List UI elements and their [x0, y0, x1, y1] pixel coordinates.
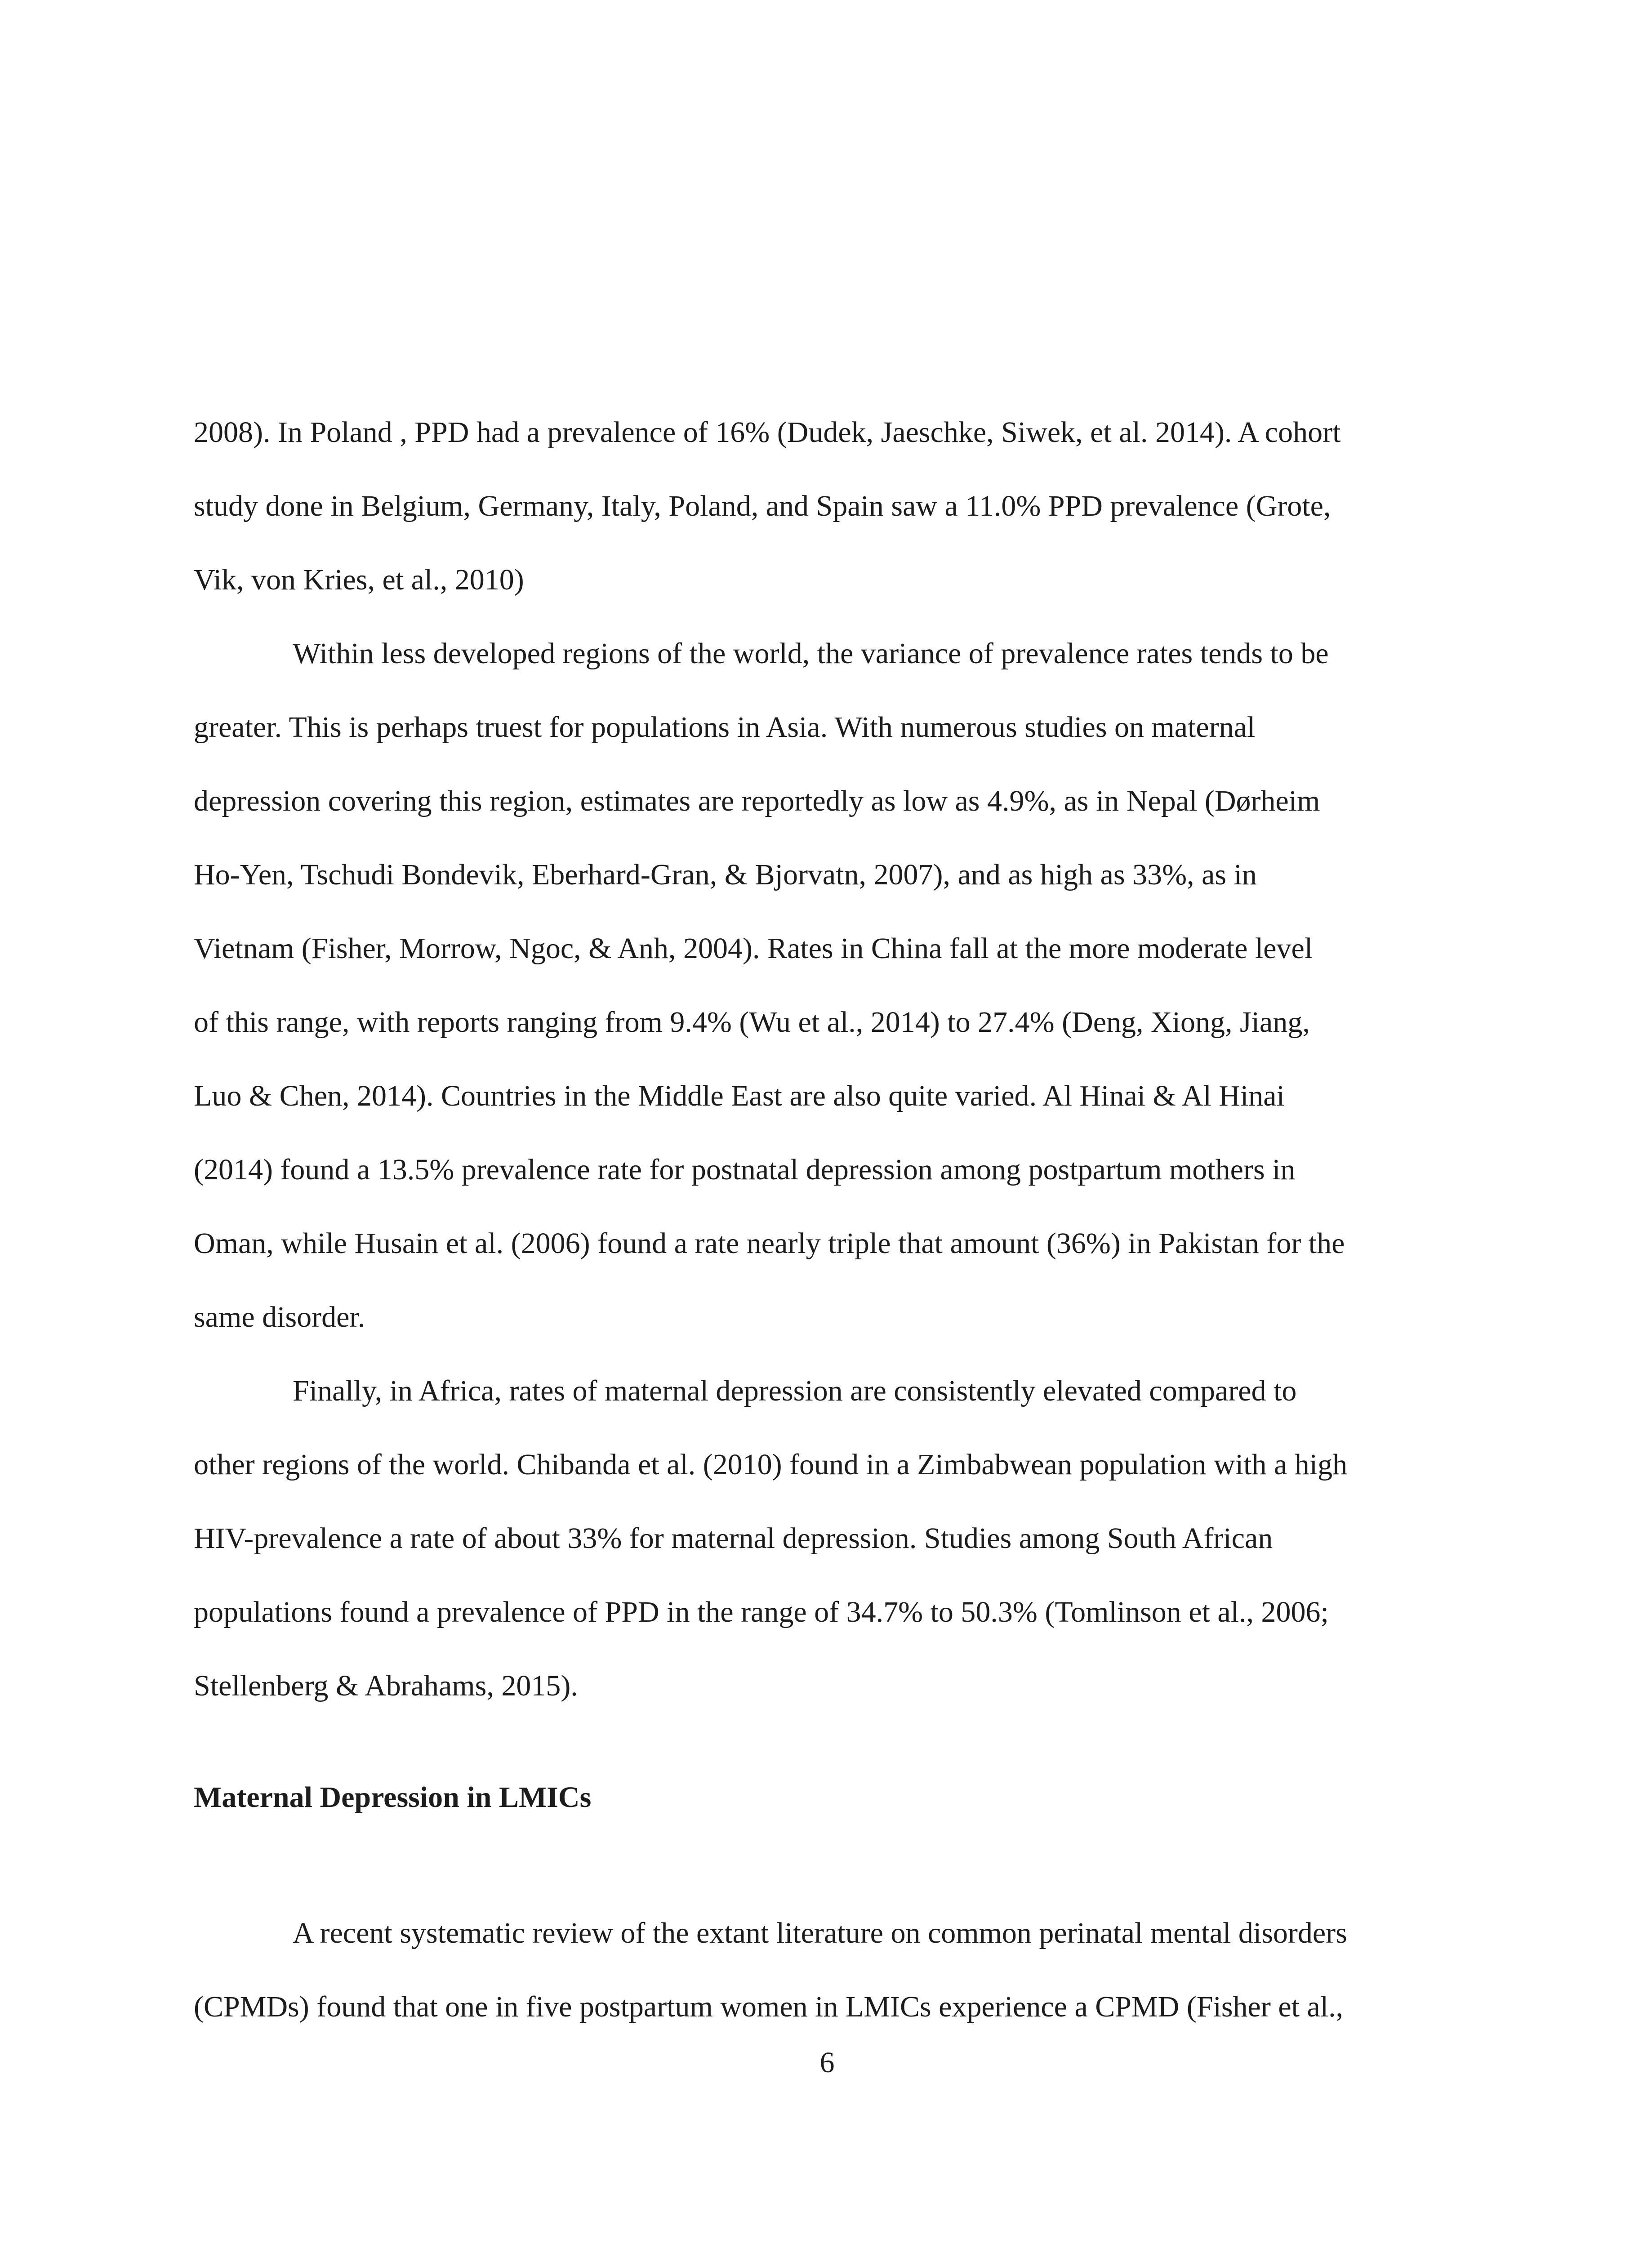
text-line: study done in Belgium, Germany, Italy, Poland, and Spain saw a 11.0% PPD prevalence (Grote,: [194, 490, 1331, 522]
text-line: greater. This is perhaps truest for populations in Asia. With numerous studies on maternal: [194, 711, 1256, 744]
text-line-paragraph-start: Within less developed regions of the world, the variance of prevalence rates tends to be: [293, 637, 1329, 670]
text-line: depression covering this region, estimates are reportedly as low as 4.9%, as in Nepal (Dørheim: [194, 785, 1320, 817]
text-line: populations found a prevalence of PPD in the range of 34.7% to 50.3% (Tomlinson et al., 2006;: [194, 1596, 1329, 1628]
text-line: Vietnam (Fisher, Morrow, Ngoc, & Anh, 2004). Rates in China fall at the more moderate level: [194, 932, 1313, 965]
text-line: Stellenberg & Abrahams, 2015).: [194, 1669, 578, 1702]
text-line: other regions of the world. Chibanda et al. (2010) found in a Zimbabwean population with a high: [194, 1448, 1348, 1481]
text-line: Luo & Chen, 2014). Countries in the Middle East are also quite varied. Al Hinai & Al Hinai: [194, 1079, 1285, 1112]
text-line: same disorder.: [194, 1301, 365, 1334]
text-line: 2008). In Poland , PPD had a prevalence of 16% (Dudek, Jaeschke, Siwek, et al. 2014). A cohort: [194, 416, 1341, 449]
text-line: (2014) found a 13.5% prevalence rate for postnatal depression among postpartum mothers in: [194, 1153, 1296, 1186]
text-line: of this range, with reports ranging from 9.4% (Wu et al., 2014) to 27.4% (Deng, Xiong, Jiang,: [194, 1006, 1310, 1039]
page-number: 6: [819, 2046, 835, 2079]
text-line: Vik, von Kries, et al., 2010): [194, 563, 524, 596]
text-line-paragraph-start: A recent systematic review of the extant literature on common perinatal mental disorders: [293, 1917, 1347, 1949]
text-line: HIV-prevalence a rate of about 33% for maternal depression. Studies among South African: [194, 1522, 1273, 1555]
body-text-block-2: [194, 1896, 1452, 2044]
text-line: Ho-Yen, Tschudi Bondevik, Eberhard-Gran, & Bjorvatn, 2007), and as high as 33%, as in: [194, 858, 1257, 891]
text-line: (CPMDs) found that one in five postpartum women in LMICs experience a CPMD (Fisher et al.,: [194, 1990, 1344, 2023]
text-line-paragraph-start: Finally, in Africa, rates of maternal depression are consistently elevated compared to: [293, 1374, 1297, 1407]
body-text-block-1: [194, 396, 1452, 1723]
text-line: Oman, while Husain et al. (2006) found a rate nearly triple that amount (36%) in Pakistan for the: [194, 1227, 1345, 1260]
section-heading: Maternal Depression in LMICs: [194, 1781, 592, 1814]
